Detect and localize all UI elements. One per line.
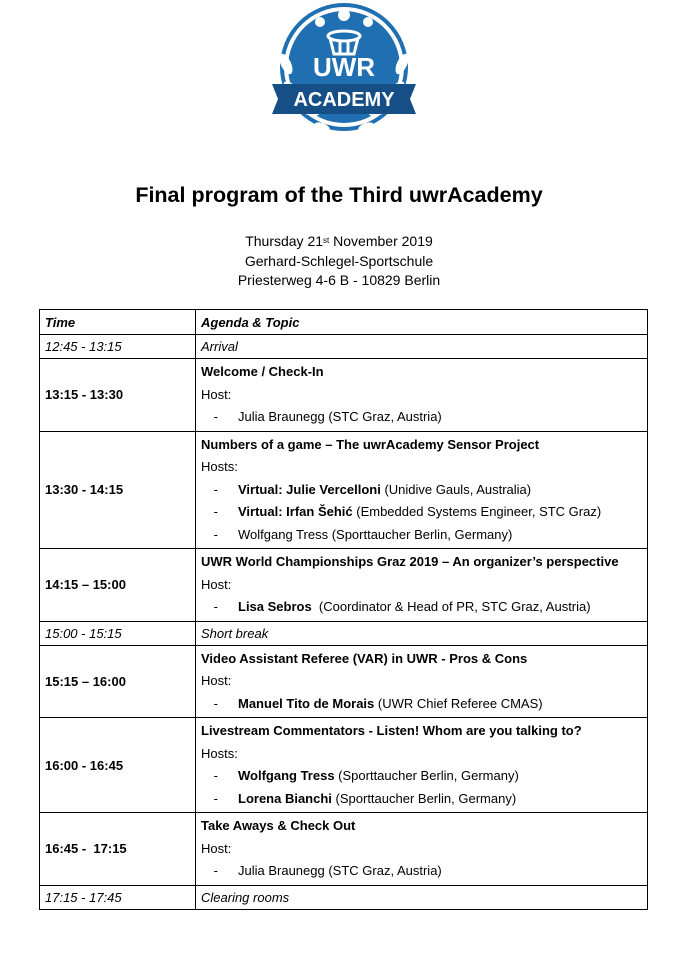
time-cell: 13:30 - 14:15 [40, 431, 196, 549]
host-label: Hosts: [201, 459, 238, 474]
topic-title: Take Aways & Check Out [201, 818, 356, 833]
topic-cell [196, 359, 648, 432]
program-table [39, 309, 648, 910]
host-detail: Julia Braunegg (STC Graz, Austria) [238, 863, 442, 878]
host-label: Host: [201, 840, 232, 856]
table-row [40, 359, 648, 432]
host-name-bold: Lisa Sebros [238, 599, 312, 614]
host-detail: (UWR Chief Referee CMAS) [374, 695, 543, 711]
host-label: Host: [201, 386, 232, 402]
host-name-bold: Wolfgang Tress [238, 768, 335, 783]
table-row [40, 813, 648, 886]
time-cell: 16:45 - 17:15 [40, 813, 196, 886]
host-detail: (Sporttaucher Berlin, Germany) [334, 768, 519, 783]
event-date [0, 232, 678, 252]
host-item: - Lorena Bianchi (Sporttaucher Berlin, Germany) [201, 788, 642, 811]
host-name-bold: Lorena Bianchi [238, 790, 332, 806]
host-detail: (Coordinator & Head of PR, STC Graz, Austria) [311, 599, 591, 614]
page-title: Final program of the Third uwrAcademy [135, 183, 543, 207]
time-cell: 13:15 - 13:30 [40, 359, 196, 432]
topic-title: Numbers of a game – The uwrAcademy Sensor Project [201, 436, 540, 452]
date-suffix: November 2019 [329, 233, 433, 249]
host-detail: Wolfgang Tress (Sporttaucher Berlin, Germany) [238, 526, 513, 542]
topic-cell [196, 431, 648, 549]
host-detail: (Unidive Gauls, Australia) [380, 481, 532, 497]
host-item: - Julia Braunegg (STC Graz, Austria) [201, 860, 642, 883]
host-item: - Julia Braunegg (STC Graz, Austria) [201, 406, 642, 429]
host-item: - Wolfgang Tress (Sporttaucher Berlin, Germany) [201, 524, 642, 547]
time-cell: 14:15 – 15:00 [40, 549, 196, 622]
topic-cell: Short break [196, 621, 648, 645]
event-address: Priesterweg 4-6 B - 10829 Berlin [237, 272, 441, 288]
topic-cell [196, 645, 648, 718]
topic-title: UWR World Championships Graz 2019 – An organizer’s perspective [201, 554, 619, 569]
time-cell: 15:15 – 16:00 [40, 645, 196, 718]
table-row [40, 549, 648, 622]
topic-cell: Arrival [196, 335, 648, 359]
host-item: - Virtual: Irfan Šehić (Embedded Systems Engineer, STC Graz) [201, 501, 642, 524]
host-name-bold: Virtual: Julie Vercelloni [238, 481, 381, 497]
host-item: - Virtual: Julie Vercelloni (Unidive Gauls, Australia) [201, 479, 642, 502]
host-label: Host: [201, 673, 232, 688]
host-name-bold: Virtual: Irfan Šehić [238, 504, 353, 519]
host-detail: (Sporttaucher Berlin, Germany) [331, 790, 517, 806]
table-row [40, 885, 648, 909]
topic-cell [196, 813, 648, 886]
table-row [40, 718, 648, 813]
table-row [40, 645, 648, 718]
time-cell: 15:00 - 15:15 [40, 621, 196, 645]
date-prefix: Thursday 21 [245, 233, 324, 249]
logo-academy-text: ACADEMY [293, 89, 395, 111]
host-name-bold: Manuel Tito de Morais [238, 695, 375, 711]
event-info [0, 232, 678, 291]
time-cell: 17:15 - 17:45 [40, 885, 196, 909]
logo-uwr-text: UWR [312, 52, 376, 82]
table-row [40, 335, 648, 359]
event-venue: Gerhard-Schlegel-Sportschule [244, 252, 434, 269]
uwr-academy-logo [264, 2, 424, 152]
table-row [40, 431, 648, 549]
host-detail: (Embedded Systems Engineer, STC Graz) [352, 504, 602, 519]
topic-cell: Clearing rooms [196, 885, 648, 909]
host-label: Host: [201, 576, 232, 592]
host-detail: Julia Braunegg (STC Graz, Austria) [238, 409, 442, 424]
topic-title: Welcome / Check-In [201, 364, 324, 379]
time-cell: 12:45 - 13:15 [40, 335, 196, 359]
date-sup: st [323, 236, 330, 245]
host-label: Hosts: [201, 745, 238, 761]
topic-title: Video Assistant Referee (VAR) in UWR - Pros & Cons [201, 650, 528, 666]
host-item: - Manuel Tito de Morais (UWR Chief Referee CMAS) [201, 693, 642, 716]
host-item: - Wolfgang Tress (Sporttaucher Berlin, Germany) [201, 765, 642, 788]
host-item: - Lisa Sebros (Coordinator & Head of PR, STC Graz, Austria) [201, 596, 642, 619]
table-row [40, 621, 648, 645]
topic-title: Livestream Commentators - Listen! Whom are you talking to? [201, 723, 582, 738]
header-agenda: Agenda & Topic [196, 310, 648, 335]
time-cell: 16:00 - 16:45 [40, 718, 196, 813]
topic-cell [196, 549, 648, 622]
header-time: Time [40, 310, 196, 335]
topic-cell [196, 718, 648, 813]
table-header-row [40, 310, 648, 335]
